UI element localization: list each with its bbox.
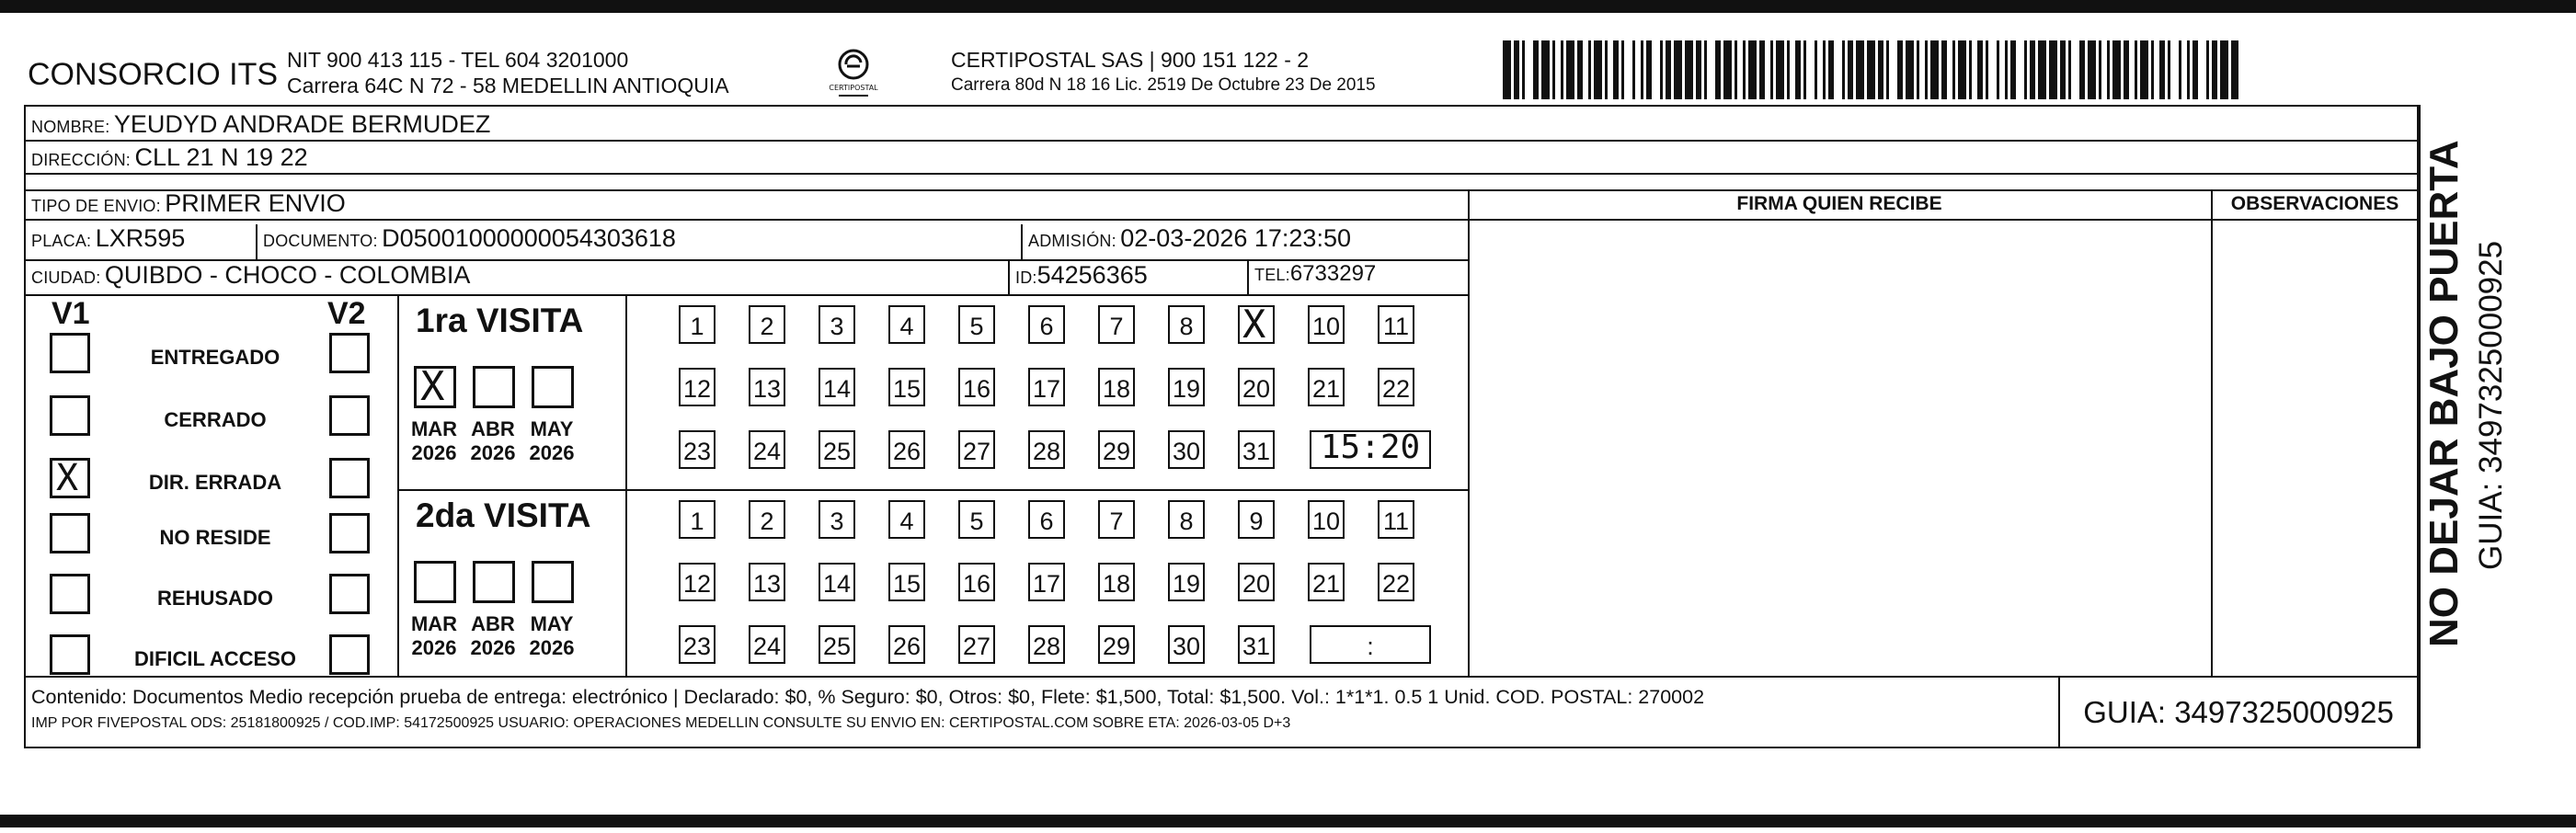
v2-checkbox[interactable] (329, 513, 370, 553)
barcode-bar (1795, 40, 1801, 99)
day-box[interactable] (1238, 563, 1275, 601)
barcode-bar (1646, 40, 1652, 99)
day-number: 7 (1109, 508, 1124, 535)
day-box[interactable] (1028, 625, 1065, 664)
direccion-value: CLL 21 N 19 22 (134, 143, 308, 171)
day-number: 25 (822, 438, 852, 465)
day-number: 14 (822, 570, 852, 598)
barcode-bar (1886, 40, 1889, 99)
v1-checkbox[interactable] (50, 458, 90, 498)
status-label: DIFICIL ACCESO (133, 647, 296, 670)
day-box[interactable] (749, 563, 785, 601)
day-number: 1 (690, 508, 704, 535)
barcode-bar (1588, 40, 1591, 99)
day-number: 11 (1382, 508, 1410, 535)
check-mark: X (420, 363, 445, 410)
firma-header: FIRMA QUIEN RECIBE (1736, 193, 1942, 214)
v2-checkbox[interactable] (329, 574, 370, 614)
barcode-bar (1594, 40, 1602, 99)
day-box[interactable] (958, 305, 995, 344)
barcode-bar (1787, 40, 1790, 99)
documento-value: D05001000000054303618 (382, 224, 676, 252)
month-checkbox[interactable] (473, 366, 515, 408)
barcode-bar (2124, 40, 2129, 99)
day-number: 29 (1102, 633, 1131, 660)
tipo-envio-field: TIPO DE ENVIO: PRIMER ENVIO (31, 189, 346, 217)
month-checkbox[interactable] (532, 366, 574, 408)
barcode-bar (1704, 40, 1707, 99)
barcode-bar (1613, 40, 1619, 99)
day-number: 3 (830, 313, 844, 340)
nombre-value: YEUDYD ANDRADE BERMUDEZ (113, 110, 491, 138)
v1-checkbox[interactable] (50, 395, 90, 436)
day-box[interactable] (1098, 500, 1135, 539)
month-label: MAR (410, 612, 458, 635)
v1-checkbox[interactable] (50, 574, 90, 614)
month-caption (464, 417, 522, 465)
year-label: 2026 (411, 636, 457, 659)
contenido-line: Contenido: Documentos Medio recepción prueba de entrega: electrónico | Declarado: $0, % Seguro: $0, Otros: $0, Flete: $1,500, Total: $1,500. Vol.: 1*1*1. 0.5 1 Unid. COD. POSTAL: 270002 (31, 686, 1705, 708)
month-label: MAY (530, 417, 574, 440)
day-box[interactable] (1238, 430, 1275, 469)
barcode-bar (1503, 40, 1511, 99)
barcode-bar (1641, 40, 1643, 99)
ciudad-field: CIUDAD: QUIBDO - CHOCO - COLOMBIA (31, 261, 471, 289)
day-box[interactable] (749, 305, 785, 344)
v2-checkbox[interactable] (329, 634, 370, 675)
day-number: 22 (1381, 570, 1411, 598)
barcode-bar (2030, 40, 2035, 99)
day-box[interactable] (1378, 368, 1414, 406)
month-caption (405, 417, 464, 465)
barcode-bar (2107, 40, 2110, 99)
day-box[interactable] (1028, 368, 1065, 406)
day-box[interactable] (888, 563, 925, 601)
barcode-bar (1685, 40, 1693, 99)
v2-header: V2 (327, 296, 366, 331)
barcode-bar (1906, 40, 1914, 99)
barcode-bar (2068, 40, 2071, 99)
svg-text:CERTIPOSTAL: CERTIPOSTAL (829, 84, 878, 92)
barcode-bar (2112, 40, 2121, 99)
barcode-bar (2140, 40, 2148, 99)
impresion-line: IMP POR FIVEPOSTAL ODS: 25181800925 / COD.IMP: 54172500925 USUARIO: OPERACIONES MEDELLIN CONSULTE SU ENVIO EN: CERTIPOSTAL.COM SOBRE ETA: 2026-03-05 D+3 (31, 715, 1291, 731)
top-border (0, 0, 2576, 13)
barcode-bar (1533, 40, 1539, 99)
barcode-bar (2206, 40, 2209, 99)
side-warning: NO DEJAR BAJO PUERTA (2421, 140, 2467, 647)
month-caption (464, 612, 522, 660)
barcode-bar (1958, 40, 1966, 99)
year-label: 2026 (411, 441, 457, 464)
barcode-bar (1986, 40, 1988, 99)
barcode (1503, 40, 2238, 99)
day-number: 20 (1242, 375, 1271, 403)
day-number: 5 (969, 313, 984, 340)
barcode-bar (1696, 40, 1701, 99)
id-value: 54256365 (1036, 261, 1148, 289)
day-box[interactable] (749, 430, 785, 469)
day-number: 5 (969, 508, 984, 535)
day-number: 27 (962, 633, 991, 660)
barcode-bar (1997, 40, 1999, 99)
barcode-bar (2135, 40, 2137, 99)
day-number: 18 (1102, 570, 1131, 598)
barcode-bar (1815, 40, 1817, 99)
day-box[interactable] (1028, 500, 1065, 539)
day-box[interactable] (749, 368, 785, 406)
day-number: 8 (1179, 508, 1194, 535)
barcode-bar (1952, 40, 1955, 99)
v1-checkbox[interactable] (50, 513, 90, 553)
day-box[interactable] (1308, 368, 1345, 406)
certipostal-logo (829, 44, 878, 99)
barcode-bar (1735, 40, 1737, 99)
barcode-bar (1522, 40, 1525, 99)
barcode-bar (1552, 40, 1555, 99)
barcode-bar (1925, 40, 1928, 99)
day-number: 15 (892, 375, 922, 403)
nombre-field: NOMBRE: YEUDYD ANDRADE BERMUDEZ (31, 110, 491, 138)
company-nit: NIT 900 413 115 - TEL 604 3201000 (287, 48, 629, 72)
day-box[interactable] (1098, 368, 1135, 406)
day-number: 16 (962, 375, 991, 403)
barcode-bar (1674, 40, 1682, 99)
tipo-envio-value: PRIMER ENVIO (165, 189, 346, 217)
side-guia: GUIA: 3497325000925 (2473, 240, 2509, 570)
day-box[interactable] (1098, 625, 1135, 664)
day-number: 12 (682, 375, 712, 403)
v1-checkbox[interactable] (50, 634, 90, 675)
year-label: 2026 (470, 441, 516, 464)
day-box[interactable] (1238, 302, 1275, 347)
v1-checkbox[interactable] (50, 333, 90, 373)
day-box[interactable] (1238, 625, 1275, 664)
barcode-bar (1605, 40, 1608, 99)
month-caption (522, 612, 581, 660)
day-box[interactable] (1168, 305, 1205, 344)
v2-checkbox[interactable] (329, 458, 370, 498)
bottom-border (0, 815, 2576, 827)
year-label: 2026 (470, 636, 516, 659)
status-label: NO RESIDE (159, 526, 271, 549)
barcode-bar (2010, 40, 2016, 99)
day-number: 22 (1381, 375, 1411, 403)
barcode-bar (1566, 40, 1574, 99)
tel-value: 6733297 (1289, 261, 1377, 286)
barcode-bar (1541, 40, 1550, 99)
status-label: DIR. ERRADA (148, 471, 282, 494)
day-box[interactable] (1308, 563, 1345, 601)
day-number: 4 (899, 508, 914, 535)
day-number: 12 (682, 570, 712, 598)
day-number: 28 (1032, 438, 1061, 465)
day-box[interactable] (958, 368, 995, 406)
day-number: 13 (752, 570, 782, 598)
time-box[interactable]: : (1310, 625, 1431, 664)
placa-value: LXR595 (95, 224, 186, 252)
day-box[interactable] (819, 368, 855, 406)
day-number: 29 (1102, 438, 1131, 465)
day-number: 19 (1172, 570, 1201, 598)
day-number: 27 (962, 438, 991, 465)
day-number: 4 (899, 313, 914, 340)
direccion-field: DIRECCIÓN: CLL 21 N 19 22 (31, 143, 308, 171)
carrier-license: Carrera 80d N 18 16 Lic. 2519 De Octubre 23 De 2015 (951, 75, 1376, 95)
day-number: 28 (1032, 633, 1061, 660)
month-checkbox[interactable] (532, 561, 574, 603)
month-caption (522, 417, 581, 465)
admision-field: ADMISIÓN: 02-03-2026 17:23:50 (1028, 224, 1351, 252)
day-box[interactable] (888, 368, 925, 406)
day-number: 9 (1249, 508, 1264, 535)
id-field: ID:54256365 (1015, 261, 1148, 289)
day-number: 18 (1102, 375, 1131, 403)
day-box[interactable] (679, 500, 716, 539)
status-label: REHUSADO (157, 587, 273, 610)
day-box[interactable] (1308, 500, 1345, 539)
tel-field: TEL:6733297 (1254, 261, 1377, 286)
barcode-bar (1770, 40, 1773, 99)
day-number: 24 (752, 438, 782, 465)
day-number: 30 (1172, 438, 1201, 465)
day-box[interactable] (1168, 368, 1205, 406)
day-box[interactable] (1308, 305, 1345, 344)
barcode-bar (2159, 40, 2165, 99)
day-number: 21 (1311, 570, 1341, 598)
check-mark: X (1242, 302, 1266, 347)
day-box[interactable] (679, 368, 716, 406)
barcode-bar (1514, 40, 1519, 99)
guia-number: GUIA: 3497325000925 (2083, 694, 2394, 729)
day-box[interactable] (958, 500, 995, 539)
year-label: 2026 (529, 441, 575, 464)
barcode-bar (2088, 40, 2096, 99)
day-number: 7 (1109, 313, 1124, 340)
month-caption (405, 612, 464, 660)
month-label: MAR (410, 417, 458, 440)
barcode-bar (1842, 40, 1845, 99)
day-box[interactable] (679, 305, 716, 344)
day-number: 26 (892, 438, 922, 465)
day-box[interactable] (1168, 430, 1205, 469)
company-name: CONSORCIO ITS (28, 57, 279, 92)
placa-field: PLACA: LXR595 (31, 224, 186, 252)
day-box[interactable] (1168, 500, 1205, 539)
day-box[interactable] (1098, 563, 1135, 601)
day-box[interactable] (888, 430, 925, 469)
barcode-bar (1897, 40, 1903, 99)
day-number: 31 (1242, 438, 1271, 465)
barcode-bar (1878, 40, 1883, 99)
day-number: 11 (1382, 313, 1410, 340)
day-box[interactable] (1378, 305, 1414, 344)
day-box[interactable] (888, 500, 925, 539)
day-box[interactable] (749, 625, 785, 664)
day-number: 15 (892, 570, 922, 598)
barcode-bar (1917, 40, 1919, 99)
barcode-bar (1941, 40, 1947, 99)
barcode-bar (2079, 40, 2085, 99)
day-box[interactable] (749, 500, 785, 539)
barcode-bar (1759, 40, 1765, 99)
barcode-bar (2151, 40, 2154, 99)
barcode-bar (2049, 40, 2057, 99)
barcode-bar (2179, 40, 2181, 99)
day-box[interactable] (1098, 430, 1135, 469)
day-box[interactable] (1378, 500, 1414, 539)
barcode-bar (2038, 40, 2046, 99)
barcode-bar (1743, 40, 1746, 99)
day-number: 3 (830, 508, 844, 535)
barcode-bar (2212, 40, 2217, 99)
barcode-bar (1856, 40, 1864, 99)
barcode-bar (1930, 40, 1939, 99)
day-box[interactable] (819, 305, 855, 344)
month-checkbox[interactable] (414, 363, 456, 410)
barcode-bar (1715, 40, 1721, 99)
barcode-bar (1969, 40, 1972, 99)
observaciones-header: OBSERVACIONES (2230, 193, 2399, 214)
barcode-bar (1748, 40, 1757, 99)
barcode-bar (1977, 40, 1983, 99)
day-number: 6 (1039, 313, 1054, 340)
status-label: ENTREGADO (150, 346, 280, 369)
year-label: 2026 (529, 636, 575, 659)
day-box[interactable] (679, 430, 716, 469)
day-box[interactable] (819, 500, 855, 539)
day-number: 19 (1172, 375, 1201, 403)
day-box[interactable] (1028, 430, 1065, 469)
barcode-bar (2099, 40, 2101, 99)
barcode-bar (2192, 40, 2198, 99)
barcode-bar (1803, 40, 1806, 99)
day-number: 23 (682, 438, 712, 465)
time-box[interactable]: 15:20 (1310, 430, 1431, 469)
day-number: 21 (1311, 375, 1341, 403)
day-number: 2 (760, 508, 774, 535)
day-number: 10 (1311, 313, 1341, 340)
day-box[interactable] (1378, 563, 1414, 601)
day-number: 31 (1242, 633, 1271, 660)
day-box[interactable] (819, 563, 855, 601)
barcode-bar (1632, 40, 1635, 99)
day-box[interactable] (1028, 563, 1065, 601)
barcode-bar (1867, 40, 1875, 99)
day-box[interactable] (958, 625, 995, 664)
barcode-bar (2168, 40, 2170, 99)
day-box[interactable] (1238, 368, 1275, 406)
day-number: 23 (682, 633, 712, 660)
barcode-bar (1666, 40, 1671, 99)
day-box[interactable] (1168, 563, 1205, 601)
month-label: ABR (471, 612, 515, 635)
ciudad-value: QUIBDO - CHOCO - COLOMBIA (104, 261, 471, 289)
month-checkbox[interactable] (414, 561, 456, 603)
admision-value: 02-03-2026 17:23:50 (1120, 224, 1351, 252)
month-label: ABR (471, 417, 515, 440)
day-number: 30 (1172, 633, 1201, 660)
day-number: 26 (892, 633, 922, 660)
barcode-bar (1621, 40, 1624, 99)
day-number: 1 (690, 313, 704, 340)
day-number: 17 (1032, 375, 1061, 403)
day-box[interactable] (888, 305, 925, 344)
day-box[interactable] (958, 430, 995, 469)
day-box[interactable] (819, 625, 855, 664)
barcode-bar (2024, 40, 2027, 99)
day-box[interactable] (1028, 305, 1065, 344)
day-box[interactable] (679, 625, 716, 664)
check-mark: X (56, 457, 79, 499)
day-number: 10 (1311, 508, 1341, 535)
day-number: 20 (1242, 570, 1271, 598)
barcode-bar (2005, 40, 2008, 99)
day-box[interactable] (888, 625, 925, 664)
v1-header: V1 (52, 296, 90, 331)
barcode-bar (1577, 40, 1583, 99)
barcode-bar (1823, 40, 1826, 99)
day-number: 16 (962, 570, 991, 598)
barcode-bar (1660, 40, 1663, 99)
status-label: CERRADO (164, 408, 267, 431)
day-number: 2 (760, 313, 774, 340)
barcode-bar (2231, 40, 2238, 99)
carrier-name: CERTIPOSTAL SAS | 900 151 122 - 2 (951, 48, 1310, 72)
visit-title: 2da VISITA (416, 496, 591, 534)
day-box[interactable] (958, 563, 995, 601)
documento-field: DOCUMENTO: D05001000000054303618 (263, 224, 676, 252)
barcode-bar (1776, 40, 1784, 99)
day-number: 8 (1179, 313, 1194, 340)
day-number: 24 (752, 633, 782, 660)
barcode-bar (1828, 40, 1834, 99)
day-number: 14 (822, 375, 852, 403)
barcode-bar (1848, 40, 1853, 99)
company-address: Carrera 64C N 72 - 58 MEDELLIN ANTIOQUIA (287, 74, 729, 97)
day-box[interactable] (1168, 625, 1205, 664)
barcode-bar (1561, 40, 1563, 99)
barcode-bar (2220, 40, 2228, 99)
barcode-bar (1723, 40, 1732, 99)
barcode-bar (2060, 40, 2066, 99)
day-box[interactable] (679, 563, 716, 601)
month-label: MAY (530, 612, 574, 635)
day-box[interactable] (819, 430, 855, 469)
v2-checkbox[interactable] (329, 333, 370, 373)
barcode-bar (2187, 40, 2190, 99)
day-number: 6 (1039, 508, 1054, 535)
visit-title: 1ra VISITA (416, 302, 584, 339)
month-checkbox[interactable] (473, 561, 515, 603)
day-number: 13 (752, 375, 782, 403)
day-number: 17 (1032, 570, 1061, 598)
v2-checkbox[interactable] (329, 395, 370, 436)
day-number: 25 (822, 633, 852, 660)
day-box[interactable] (1098, 305, 1135, 344)
day-box[interactable] (1238, 500, 1275, 539)
